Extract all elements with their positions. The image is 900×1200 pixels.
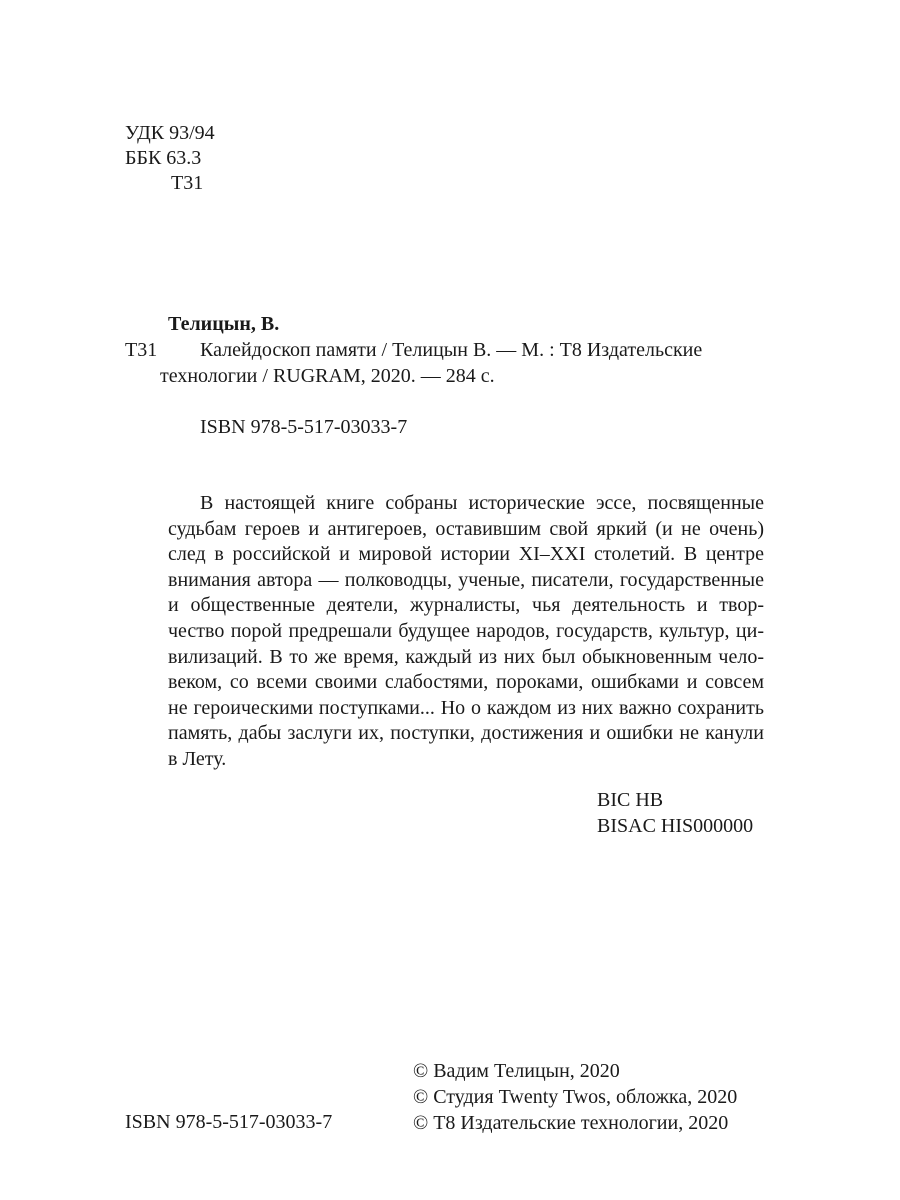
copyright-block <box>413 1058 737 1136</box>
bibliographic-description-line2: технологии / RUGRAM, 2020. — 284 с. <box>160 365 495 387</box>
bic-code: BIC HB <box>597 789 664 811</box>
bibliographic-author-sign: Т31 <box>125 339 158 361</box>
classification-block <box>125 121 215 196</box>
isbn-bottom: ISBN 978-5-517-03033-7 <box>125 1111 333 1133</box>
bibliographic-description-line1: Калейдоскоп памяти / Телицын В. — М. : Т8 Издательские <box>200 339 703 361</box>
udk-code: УДК 93/94 <box>125 122 215 144</box>
isbn-top: ISBN 978-5-517-03033-7 <box>200 416 408 438</box>
copyright-line: © Вадим Телицын, 2020 <box>413 1060 620 1082</box>
bbk-code: ББК 63.3 <box>125 147 202 169</box>
copyright-line: © Студия Twenty Twos, обложка, 2020 <box>413 1086 738 1108</box>
abstract-paragraph: В настоящей книге собраны исторические эссе, посвященные судьбам героев и антигероев, оставившим свой яркий (и не очень) след в российской и мировой истории XI–XXI столетий. В центре внимания автора — полководцы, ученые, писатели, государственные и общественные деятели, журналисты, чья деятельность и творчество порой предрешали будущее народов, государств, культур, цивилизаций. В то же время, каждый из них был обыкновенным человеком, со всеми своими слабостями, пороками, ошибками и совсем не героическими поступками... Но о каждом из них важно сохранить память, дабы заслуги их, поступки, достижения и ошибки не канули в Лету. <box>168 492 764 770</box>
author-sign-code: Т31 <box>171 172 204 194</box>
subject-codes <box>597 787 753 839</box>
copyright-line: © Т8 Издательские технологии, 2020 <box>413 1112 729 1134</box>
bisac-code: BISAC HIS000000 <box>597 815 754 837</box>
author-name: Телицын, В. <box>168 313 280 335</box>
